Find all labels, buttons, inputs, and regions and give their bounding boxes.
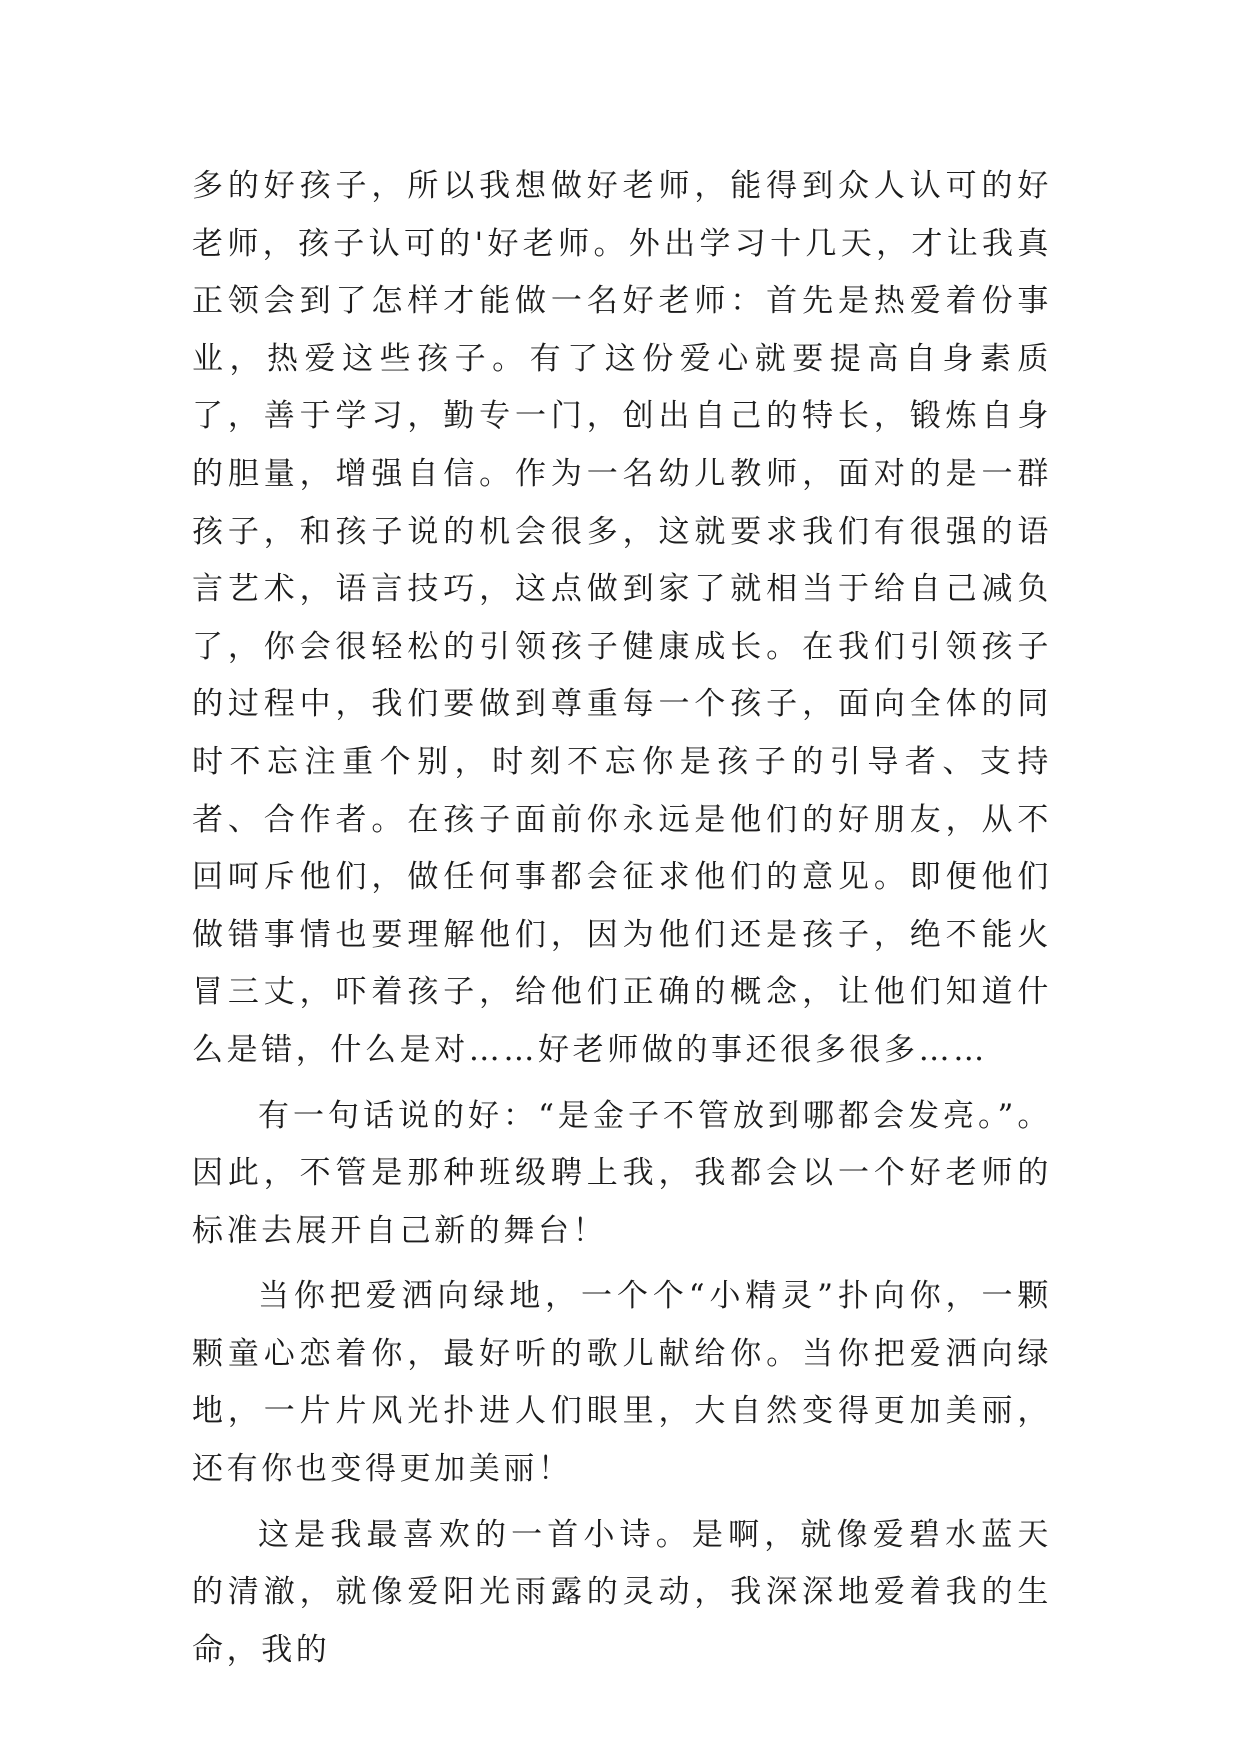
paragraph-poem: 当你把爱洒向绿地，一个个“小精灵”扑向你，一颗颗童心恋着你，最好听的歌儿献给你。当你把爱洒向绿地，一片片风光扑进人们眼里，大自然变得更加美丽，还有你也变得更加美丽！ (192, 1278, 1052, 1488)
paragraph-continued: 多的好孩子，所以我想做好老师，能得到众人认可的好老师，孩子认可的'好老师。外出学习十几天，才让我真正领会到了怎样才能做一名好老师：首先是热爱着份事业，热爱这些孩子。有了这份爱心就要提高自身素质了，善于学习，勤专一门，创出自己的特长，锻炼自身的胆量，增强自信。作为一名幼儿教师，面对的是一群孩子，和孩子说的机会很多，这就要求我们有很强的语言艺术，语言技巧，这点做到家了就相当于给自己减负了，你会很轻松的引领孩子健康成长。在我们引领孩子的过程中，我们要做到尊重每一个孩子，面向全体的同时不忘注重个别，时刻不忘你是孩子的引导者、支持者、合作者。在孩子面前你永远是他们的好朋友，从不回呵斥他们，做任何事都会征求他们的意见。即便他们做错事情也要理解他们，因为他们还是孩子，绝不能火冒三丈，吓着孩子，给他们正确的概念，让他们知道什么是错，什么是对……好老师做的事还很多很多…… (192, 168, 1052, 1068)
paragraph-gold-saying: 有一句话说的好：“是金子不管放到哪都会发亮。”。因此，不管是那种班级聘上我，我都会以一个好老师的标准去展开自己新的舞台！ (192, 1097, 1052, 1249)
paragraph-favorite-poem: 这是我最喜欢的一首小诗。是啊，就像爱碧水蓝天的清澈，就像爱阳光雨露的灵动，我深深地爱着我的生命，我的 (192, 1516, 1052, 1668)
body-text (192, 158, 1052, 1679)
